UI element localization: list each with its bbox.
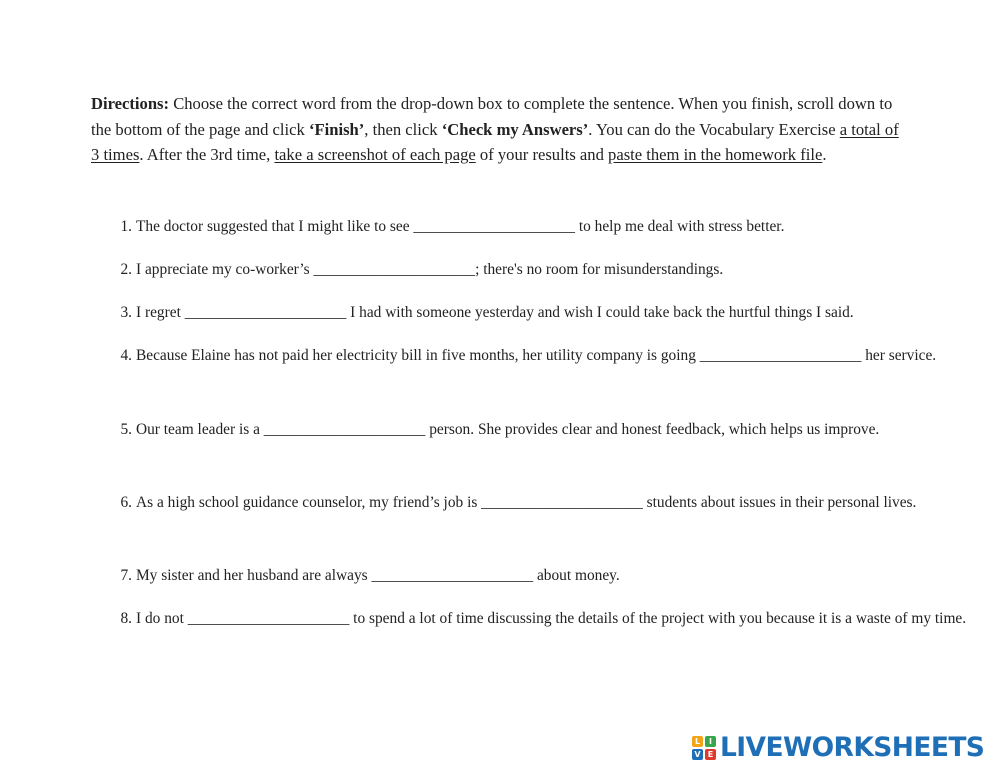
check-answers-keyword: ‘Check my Answers’: [441, 119, 589, 139]
finish-keyword: ‘Finish’: [308, 119, 365, 139]
question-text: I regret _____________________ I had with someone yesterday and wish I could take back the hurtful things I said.: [136, 304, 854, 321]
question-1: [110, 212, 975, 243]
logo-letter-e: E: [705, 749, 716, 760]
question-text: As a high school guidance counselor, my friend’s job is _____________________ students about issues in their personal lives.: [136, 494, 917, 511]
paste-instruction: paste them in the homework file: [608, 145, 823, 164]
question-6: [110, 488, 975, 519]
directions-text-5: of your results and: [475, 145, 609, 164]
question-number: 2.: [120, 261, 132, 278]
question-text: I appreciate my co-worker’s _____________________; there's no room for misunderstandings.: [136, 261, 724, 278]
directions-paragraph: [91, 91, 911, 168]
question-text: The doctor suggested that I might like to see _____________________ to help me deal with stress better.: [136, 218, 785, 235]
question-2: [110, 255, 975, 286]
directions-text-1: Choose the correct word from the drop-down box to complete the sentence. When you finish, scroll down to the bottom of the page and click: [91, 94, 893, 139]
question-5: [110, 415, 975, 446]
question-7: [110, 561, 975, 592]
screenshot-instruction: take a screenshot of each page: [274, 145, 476, 164]
question-number: 7.: [120, 567, 132, 584]
question-4: [110, 341, 975, 372]
question-number: 5.: [120, 421, 132, 438]
question-number: 3.: [120, 304, 132, 321]
question-8: [110, 604, 975, 635]
question-number: 1.: [120, 218, 132, 235]
directions-text-2: , then click: [364, 119, 442, 139]
question-text: Because Elaine has not paid her electricity bill in five months, her utility company is going _____________________ her service.: [136, 347, 937, 364]
liveworksheets-logo[interactable]: [692, 731, 984, 765]
question-number: 8.: [120, 610, 132, 627]
question-number: 6.: [120, 494, 132, 511]
question-3: [110, 298, 975, 329]
directions-text-4: . After the 3rd time,: [139, 145, 275, 164]
attempts-limit: a total of 3 times: [91, 119, 899, 164]
question-number: 4.: [120, 347, 132, 364]
logo-letter-v: V: [692, 749, 703, 760]
question-text: I do not _____________________ to spend a lot of time discussing the details of the project with you because it is a waste of my time.: [136, 610, 967, 627]
directions-text-3: . You can do the Vocabulary Exercise: [588, 119, 840, 139]
question-text: My sister and her husband are always _____________________ about money.: [136, 567, 620, 584]
logo-letter-i: I: [705, 736, 716, 747]
logo-letter-l: L: [692, 736, 703, 747]
directions-label: Directions:: [91, 94, 170, 113]
directions-text-6: .: [822, 145, 827, 164]
liveworksheets-logo-icon: [692, 736, 716, 760]
question-text: Our team leader is a _____________________ person. She provides clear and honest feedback, which helps us improve.: [136, 421, 880, 438]
brand-name: LIVEWORKSHEETS: [720, 732, 985, 763]
